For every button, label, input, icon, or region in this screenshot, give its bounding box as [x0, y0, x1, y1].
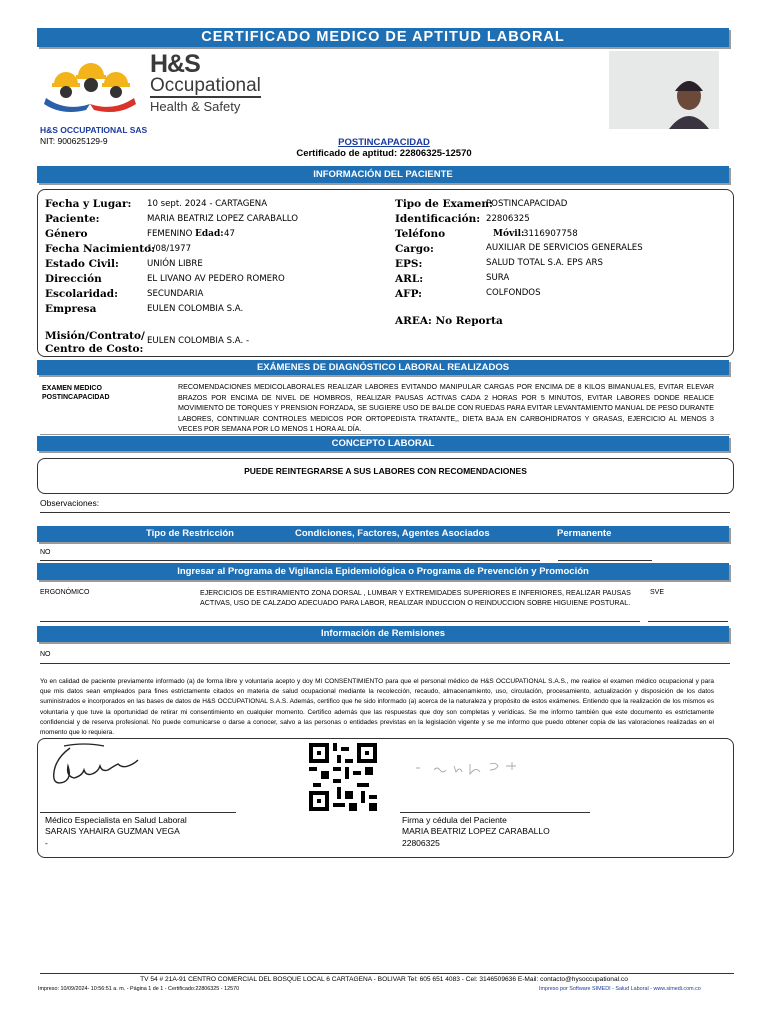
- value-tipo-examen: POSTINCAPACIDAD: [486, 199, 568, 209]
- surveillance-line-2: [648, 621, 728, 622]
- surveillance-bar: [37, 563, 729, 580]
- surveillance-title: Ingresar al Programa de Vigilancia Epidemiológica o Programa de Prevención y Promoción: [177, 566, 589, 577]
- exams-bar: [37, 360, 729, 375]
- restriction-col-conditions: Condiciones, Factores, Agentes Asociados: [295, 528, 490, 539]
- value-cargo: AUXILIAR DE SERVICIOS GENERALES: [486, 243, 643, 253]
- value-empresa: EULEN COLOMBIA S.A.: [147, 304, 244, 314]
- value-fecha-nacimiento: 1/08/1977: [147, 244, 192, 254]
- patient-photo-icon: [609, 51, 719, 129]
- doctor-extra: -: [45, 838, 48, 848]
- value-eps: SALUD TOTAL S.A. EPS ARS: [486, 258, 603, 268]
- surveillance-description: EJERCICIOS DE ESTIRAMIENTO ZONA DORSAL , LUMBAR Y EXTREMIDADES SUPERIORES E INFERIORES, REALIZAR PAUSAS ACTIVAS, USO DE CALZADO ADECUADO PARA LABOR, REALIZAR INDUCCION O REINDUCCION SOBRE HIGUIENE POSTURAL.: [200, 589, 631, 607]
- patient-info-bar: [37, 166, 729, 183]
- company-name: H&S OCCUPATIONAL SAS: [40, 125, 148, 135]
- doctor-sign-line: [40, 812, 236, 813]
- referrals-title: Información de Remisiones: [320, 628, 446, 639]
- value-escolaridad: SECUNDARIA: [147, 289, 204, 299]
- restriction-value: NO: [40, 549, 51, 556]
- logo-line-2: Health & Safety: [150, 99, 241, 114]
- value-estado-civil: UNIÓN LIBRE: [147, 259, 203, 269]
- label-fecha-lugar: Fecha y Lugar:: [45, 198, 132, 210]
- logo-brand: H&S: [150, 50, 200, 78]
- concept-bar: [37, 436, 729, 451]
- patient-signature-icon: [410, 756, 540, 786]
- surveillance-program: SVE: [650, 589, 665, 596]
- value-edad: 47: [224, 229, 235, 239]
- exam-name-1: EXAMEN MEDICO: [42, 385, 102, 392]
- patient-sign-line: [400, 812, 590, 813]
- label-afp: AFP:: [395, 288, 422, 300]
- concept-title: CONCEPTO LABORAL: [331, 438, 435, 449]
- company-nit: NIT: 900625129-9: [40, 136, 108, 146]
- value-identificacion: 22806325: [486, 214, 530, 224]
- doctor-role: Médico Especialista en Salud Laboral: [45, 815, 187, 825]
- restrictions-header-bar: [37, 526, 729, 542]
- exams-title: EXÁMENES DE DIAGNÓSTICO LABORAL REALIZADOS: [256, 362, 510, 373]
- label-edad: Edad:: [195, 229, 224, 239]
- patient-role: Firma y cédula del Paciente: [402, 815, 507, 825]
- label-eps: EPS:: [395, 258, 423, 270]
- value-mision: EULEN COLOMBIA S.A. -: [147, 336, 250, 346]
- label-genero: Género: [45, 228, 88, 240]
- doctor-name: SARAIS YAHAIRA GUZMAN VEGA: [45, 826, 180, 836]
- label-direccion: Dirección: [45, 273, 102, 285]
- surveillance-line-1: [40, 621, 640, 622]
- value-arl: SURA: [486, 273, 510, 283]
- label-escolaridad: Escolaridad:: [45, 288, 118, 300]
- concept-box: [37, 458, 734, 494]
- company-logo: [40, 50, 280, 122]
- observations-label: Observaciones:: [40, 498, 100, 508]
- label-tipo-examen: Tipo de Examen:: [395, 198, 493, 210]
- label-paciente: Paciente:: [45, 213, 100, 225]
- label-mision-2: Centro de Costo:: [45, 343, 144, 355]
- label-cargo: Cargo:: [395, 243, 434, 255]
- certificate-number: Certificado de aptitud: 22806325-12570: [296, 148, 472, 159]
- restriction-line-1: [40, 560, 540, 561]
- value-direccion: EL LIVANO AV PEDERO ROMERO: [147, 274, 285, 284]
- patient-name: MARIA BEATRIZ LOPEZ CARABALLO: [402, 826, 550, 836]
- document-title-bar: [37, 28, 729, 47]
- footer-printed: Impreso: 10/09/2024- 10:56:51 a. m. - Página 1 de 1 - Certificado:22806325 - 12570: [38, 986, 240, 992]
- footer-address: TV 54 # 21A-91 CENTRO COMERCIAL DEL BOSQUE LOCAL 6 CARTAGENA - BOLIVAR Tel: 605 651 4083 - Cel: 3146509636 E-Mail: contacto@hysoccupational.co: [140, 976, 628, 983]
- label-telefono: Teléfono: [395, 228, 446, 240]
- concept-text: PUEDE REINTEGRARSE A SUS LABORES CON RECOMENDACIONES: [244, 466, 527, 476]
- restriction-line-2: [558, 560, 652, 561]
- value-fecha-lugar: 10 sept. 2024 - CARTAGENA: [147, 199, 268, 209]
- restriction-col-type: Tipo de Restricción: [146, 528, 234, 539]
- footer-line: [40, 973, 734, 974]
- restriction-col-permanent: Permanente: [557, 528, 612, 539]
- patient-id: 22806325: [402, 838, 440, 848]
- value-movil: 3116907758: [523, 229, 578, 239]
- qr-code-icon: [309, 743, 377, 811]
- exam-recommendations: RECOMENDACIONES MEDICOLABORALES REALIZAR LABORES EVITANDO MANIPULAR CARGAS POR ENCIMA DE 8 KILOS BIMANUALES, EVITAR ELEVAR BRAZOS POR ENCIMA DE NIVEL DE HOMBROS, REALIZAR PAUSAS ACTIVAS CADA 2 HORAS POR 5 MINUTOS, EVITAR LABORES DONDE REALICE MOVIMIENTO DE TORQUES Y PRENSION FORZADA, SE SUGIERE USO DE BALDE CON RUEDAS PARA EVITAR LEVANTAMIENTO MANUAL DE PESO DURANTE LABORES, CONTINUAR CONTROLES MEDICOS POR ORTOPEDISTA TRATANTE,, DIETA BAJA EN CARBOHIDRATOS Y GRASAS, EJERCICIO AL MENOS 3 VECES POR SEMANA POR LO MENOS 1 HORA AL DÍA.: [178, 383, 714, 433]
- value-paciente: MARIA BEATRIZ LOPEZ CARABALLO: [147, 214, 298, 224]
- footer-software[interactable]: Impreso por Software SIMEDI - Salud Laboral - www.simedi.com.co: [539, 986, 701, 992]
- label-empresa: Empresa: [45, 303, 97, 315]
- consent-text: Yo en calidad de paciente previamente informado (a) de forma libre y voluntaria acepto y doy MI CONSENTIMIENTO para que el personal médico de H&S OCCUPATIONAL S.A.S., me realice el examen médico ocupacional y para que mis datos sean empleados para fines estrictamente citados en materia de salud ocupacional mediante la recolección, recaudo, almacenamiento, uso, circulación, procesamiento, actualización y disposición de los datos suministrados e incorporados en las bases de datos de H&S OCCUPATIONAL S.A.S. Además, certifico que he sido informado (a) acerca de la naturaleza y propósito de estos exámenes. Entiendo que la realización de los mismos es voluntaria y que tuve la oportunidad de retirar mi consentimiento en cualquier momento. Certifico además que las respuestas que doy son completas y verídicas. Se me informo también que este documento es estrictamente confidencial y de reserva profesional. No puede comunicarse o darse a conocer, salvo a las personas o entidades previstas en la legislación vigente y se me informo que puedo obtener copia de las valoraciones realizadas en el momento que lo requiera.: [40, 678, 714, 737]
- exam-name-2: POSTINCAPACIDAD: [42, 394, 110, 401]
- area-text: AREA: No Reporta: [395, 315, 503, 327]
- referrals-value: NO: [40, 651, 51, 658]
- doctor-signature-icon: [40, 742, 170, 798]
- surveillance-type: ERGONÓMICO: [40, 589, 90, 596]
- logo-line-1: Occupational: [150, 75, 261, 96]
- label-estado-civil: Estado Civil:: [45, 258, 119, 270]
- label-mision-1: Misión/Contrato/: [45, 330, 145, 342]
- label-arl: ARL:: [395, 273, 424, 285]
- document-title: CERTIFICADO MEDICO DE APTITUD LABORAL: [201, 29, 565, 45]
- value-genero: FEMENINO: [147, 229, 193, 239]
- label-identificacion: Identificación:: [395, 213, 481, 225]
- patient-info-title: INFORMACIÓN DEL PACIENTE: [313, 169, 453, 180]
- referrals-bar: [37, 626, 729, 642]
- label-fecha-nacimiento: Fecha Nacimiento:: [45, 243, 155, 255]
- exam-type-link[interactable]: POSTINCAPACIDAD: [338, 137, 430, 148]
- patient-photo: [609, 51, 719, 129]
- exam-divider: [40, 434, 730, 435]
- referrals-line: [40, 663, 730, 664]
- workers-helmets-icon: [40, 54, 140, 116]
- observations-line: [40, 512, 730, 513]
- label-movil: Móvil:: [493, 229, 525, 239]
- value-afp: COLFONDOS: [486, 288, 541, 298]
